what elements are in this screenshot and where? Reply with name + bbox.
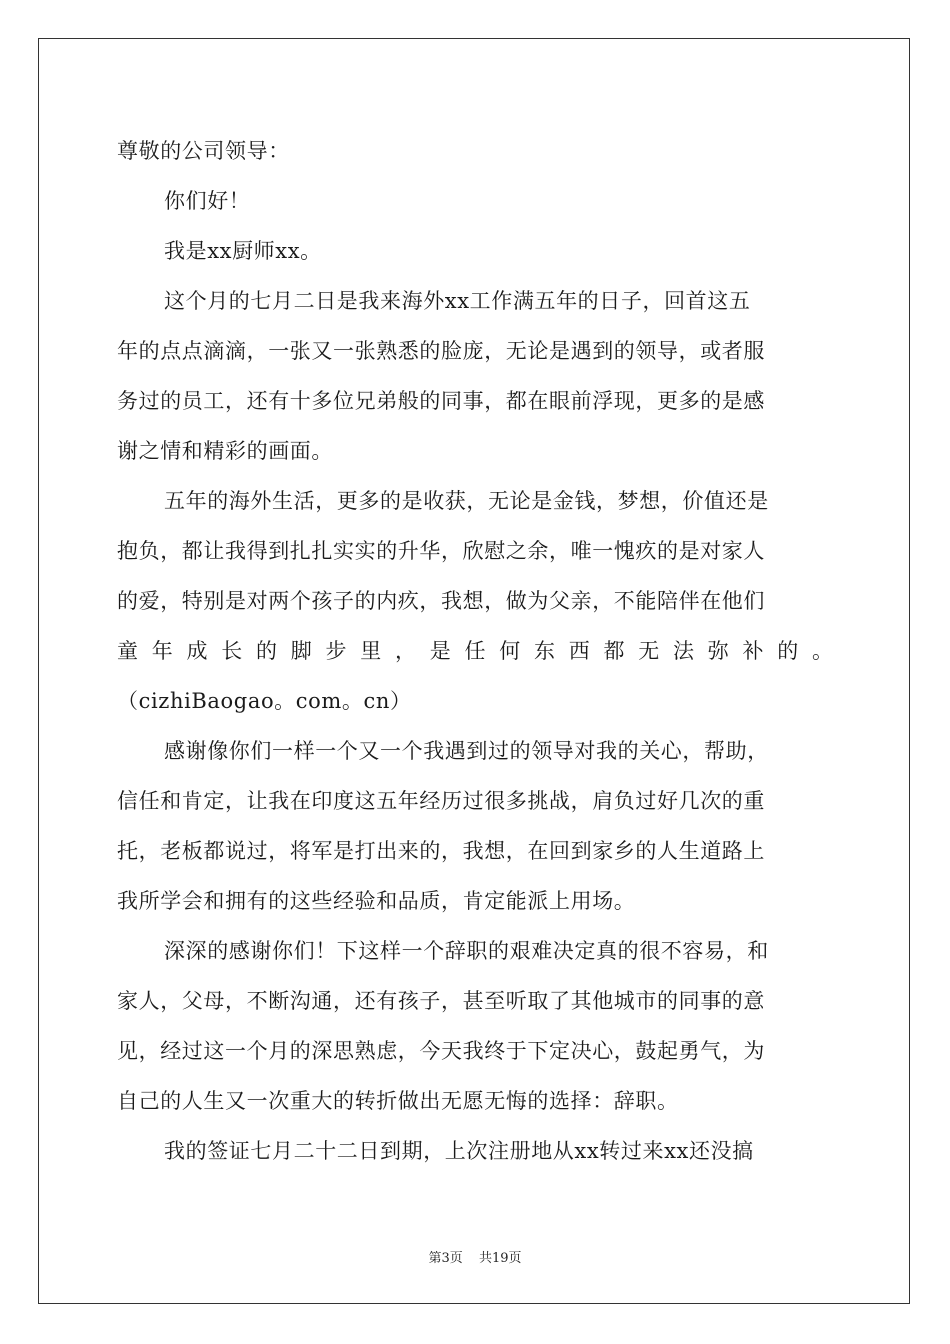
text-line: 务过的员工，还有十多位兄弟般的同事，都在眼前浮现，更多的是感 bbox=[117, 389, 765, 413]
text-line: 信任和肯定，让我在印度这五年经历过很多挑战，肩负过好几次的重 bbox=[117, 789, 765, 813]
text-line: 托，老板都说过，将军是打出来的，我想，在回到家乡的人生道路上 bbox=[117, 839, 765, 863]
text-line: 深深的感谢你们！下这样一个辞职的艰难决定真的很不容易，和 bbox=[164, 939, 769, 963]
text-line: 尊敬的公司领导： bbox=[117, 139, 290, 163]
text-line: 我是xx厨师xx。 bbox=[164, 239, 322, 263]
text-line: 自己的人生又一次重大的转折做出无愿无悔的选择：辞职。 bbox=[117, 1089, 679, 1113]
page-footer bbox=[0, 1247, 950, 1266]
text-line: 谢之情和精彩的画面。 bbox=[117, 439, 333, 463]
text-line: 童年成长的脚步里，是任何东西都无法弥补的。 bbox=[117, 639, 833, 663]
text-line: 五年的海外生活，更多的是收获，无论是金钱，梦想，价值还是 bbox=[164, 489, 769, 513]
text-line: 我所学会和拥有的这些经验和品质，肯定能派上用场。 bbox=[117, 889, 636, 913]
text-line: 见，经过这一个月的深思熟虑，今天我终于下定决心，鼓起勇气，为 bbox=[117, 1039, 765, 1063]
text-line: 你们好！ bbox=[164, 189, 251, 213]
letter-body bbox=[117, 126, 833, 1176]
page-total: 共19页 bbox=[478, 1251, 522, 1266]
page-number: 第3页 bbox=[428, 1251, 463, 1266]
text-line: （cizhiBaogao。com。cn） bbox=[117, 689, 412, 713]
text-line: 感谢像你们一样一个又一个我遇到过的领导对我的关心，帮助， bbox=[164, 739, 769, 763]
text-line: 家人，父母，不断沟通，还有孩子，甚至听取了其他城市的同事的意 bbox=[117, 989, 765, 1013]
text-line: 抱负，都让我得到扎扎实实的升华，欣慰之余，唯一愧疚的是对家人 bbox=[117, 539, 765, 563]
text-line: 的爱，特别是对两个孩子的内疚，我想，做为父亲，不能陪伴在他们 bbox=[117, 589, 765, 613]
text-line: 年的点点滴滴，一张又一张熟悉的脸庞，无论是遇到的领导，或者服 bbox=[117, 339, 765, 363]
text-line: 这个月的七月二日是我来海外xx工作满五年的日子，回首这五 bbox=[164, 289, 751, 313]
text-line: 我的签证七月二十二日到期，上次注册地从xx转过来xx还没搞 bbox=[164, 1139, 754, 1163]
